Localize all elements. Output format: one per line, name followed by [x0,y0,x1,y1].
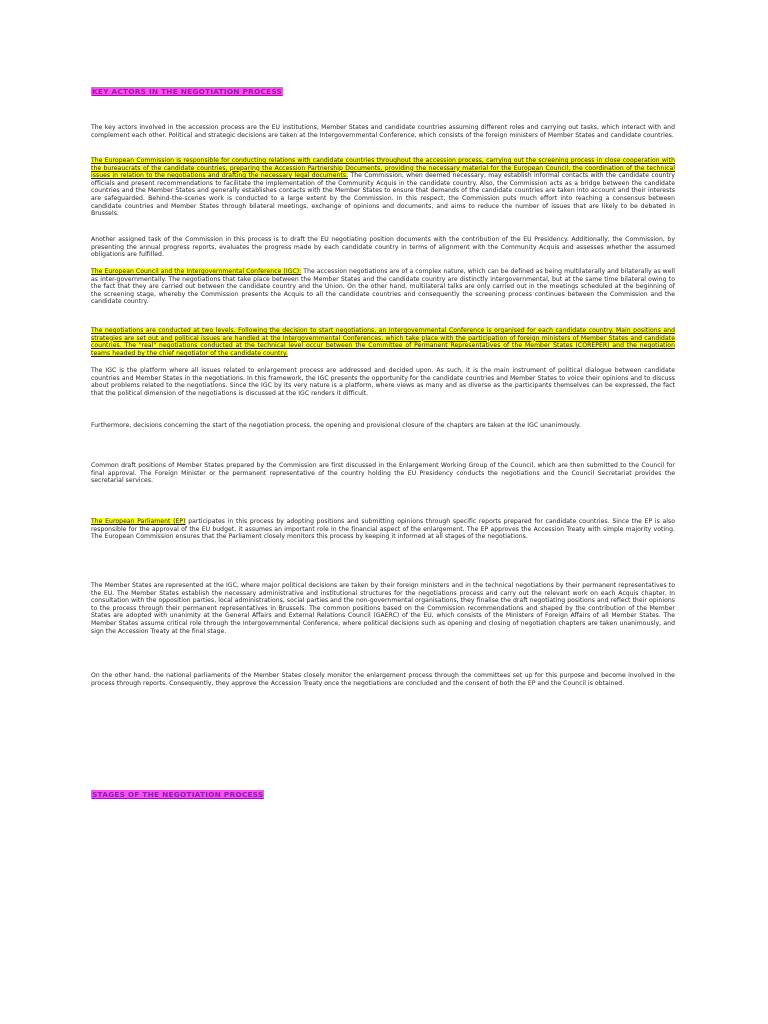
paragraph-intro: The key actors involved in the accession process are the EU institutions, Member States and candidate countries assuming different roles and carrying out tasks, which interact with and complement each other. Political and strategic decisions are taken at the Intergovernmental Conference, which consists of the foreign ministers of Member States and candidate countries. [91,124,675,139]
paragraph-parliament [91,518,675,541]
highlight-parliament: The European Parliament (EP) [91,518,186,525]
paragraph-draft-positions: Common draft positions of Member States prepared by the Commission are first discussed in the Enlargement Working Group of the Council, which are then submitted to the Council for final approval. The Foreign Minister or the permanent representative of the country holding the EU Presidency conducts the negotiations and the Council Secretariat provides the secretarial services. [91,462,675,485]
paragraph-commission [91,157,675,218]
paragraph-council-igc-text: The accession negotiations are of a complex nature, which can be defined as being multilaterally and bilaterally as well as inter-governmentally. The negotiations that take place between the Member States and the candidate country are distinctly intergovernmental, but at the same time bilateral owing to the fact that they are carried out between the candidate country and the Union. On the other hand, multilateral talks are only carried out in the meetings scheduled at the beginning of the screening stage, whereby the Commission presents the Acquis to all the candidate countries and consequently the screening process continues between the Commission and the candidate country. [91,268,676,306]
paragraph-igc-platform: The IGC is the platform where all issues related to enlargement process are addressed and decided upon. As such, it is the main instrument of political dialogue between candidate countries and Member States in the negotiations. In this framework, the IGC presents the opportunity for the candidate countries and Member States to voice their opinions and to discuss about problems related to the negotiations. Since the IGC by its very nature is a platform, where views as many and as diverse as the participants themselves can be expressed, the fact that the political dimension of the negotiations is discussed at the IGC renders it difficult. [91,367,675,397]
paragraph-parliament-text: participates in this process by adopting positions and submitting opinions through specific reports prepared for candidate countries. Since the EP is also responsible for the approval of the EU budget, it assumes an important role in the financial aspect of the enlargement. The EP approves the Accession Treaty with simple majority voting. The European Commission ensures that the Parliament closely monitors this process by keeping it informed at all stages of the negotiations. [91,518,675,541]
paragraph-two-levels [91,327,675,357]
paragraph-council-igc [91,268,675,306]
paragraph-unanimity: Furthermore, decisions concerning the start of the negotiation process, the opening and provisional closure of the chapters are taken at the IGC unanimously. [91,422,581,429]
heading-key-actors: KEY ACTORS IN THE NEGOTIATION PROCESS [92,87,283,96]
paragraph-national-parliaments: On the other hand, the national parliaments of the Member States closely monitor the enlargement process through the committees set up for this purpose and become involved in the process through reports. Consequently, they approve the Accession Treaty once the negotiations are concluded and the consent of both the EP and the Council is obtained. [91,672,675,687]
highlight-two-levels: The negotiations are conducted at two levels. Following the decision to start negotiations, an Intergovernmental Conference is organised for each candidate country. Main positions and strategies are set out and political issues are handled at the Intergovernmental Conferences, which take place with the participation of foreign ministers of Member States and candidate countries. The "real" negotiations conducted at the technical level occur between the Committee of Permanent Representatives of the Member States (COREPER) and the negotiation teams headed by the chief negotiator of the candidate country. [91,327,675,357]
paragraph-commission-task: Another assigned task of the Commission in this process is to draft the EU negotiating position documents with the contribution of the EU Presidency. Additionally, the Commission, by presenting the annual progress reports, evaluates the progress made by each candidate country in terms of alignment with the Community Acquis and assesses whether the assumed obligations are fulfilled. [91,236,675,259]
highlight-commission: The European Commission is responsible for conducting relations with candidate countries throughout the accession process, carrying out the screening process in close cooperation with the bureaucrats of the candidate countries, preparing the Accession Partnership Documents, providing the necessary material for the European Council, the coordination of the technical issues in relation to the negotiations and drafting the necessary legal documents. [91,157,675,180]
highlight-council-igc: The European Council and the Intergovernmental Conference (IGC): [91,268,302,275]
paragraph-commission-text: The Commission, when deemed necessary, may establish informal contacts with the candidate country officials and present recommendations to facilitate the implementation of the Community Acquis in the candidate country. Also, the Commission acts as a bridge between the candidate countries and the Member States and generally establishes contacts with the Member States to ensure that demands of the candidate countries are taken into account and their interests are safeguarded. Behind-the-scenes work is conducted to a large extent by the Commission. In this respect, the Commission puts much effort into reaching a consensus between candidate countries and Member States through bilateral meetings, exchange of opinions and documents, and aims to reduce the number of issues that are likely to be debated in Brussels. [91,172,675,218]
paragraph-member-states: The Member States are represented at the IGC, where major political decisions are taken by their foreign ministers and in the technical negotiations by their permanent representatives to the EU. The Member States establish the necessary administrative and institutional structures for the negotiations process and carry out the relevant work on each Acquis chapter. In consultation with the opposition parties, local administrations, social parties and the non-governmental organisations, they finalise the draft negotiating positions and reflect their opinions to the process through their permanent representatives in Brussels. The common positions based on the Commission recommendations and shaped by the contribution of the Member States are adopted with unanimity at the General Affairs and External Relations Council (GAERC) of the EU, which consists of the Ministers of Foreign Affairs of all Member States. The Member States assume critical role through the Intergovernmental Conference, where political decisions such as opening and closing of negotiation chapters are taken unanimously, and sign the Accession Treaty at the final stage. [91,582,675,635]
heading-stages: STAGES OF THE NEGOTIATION PROCESS [92,790,264,799]
